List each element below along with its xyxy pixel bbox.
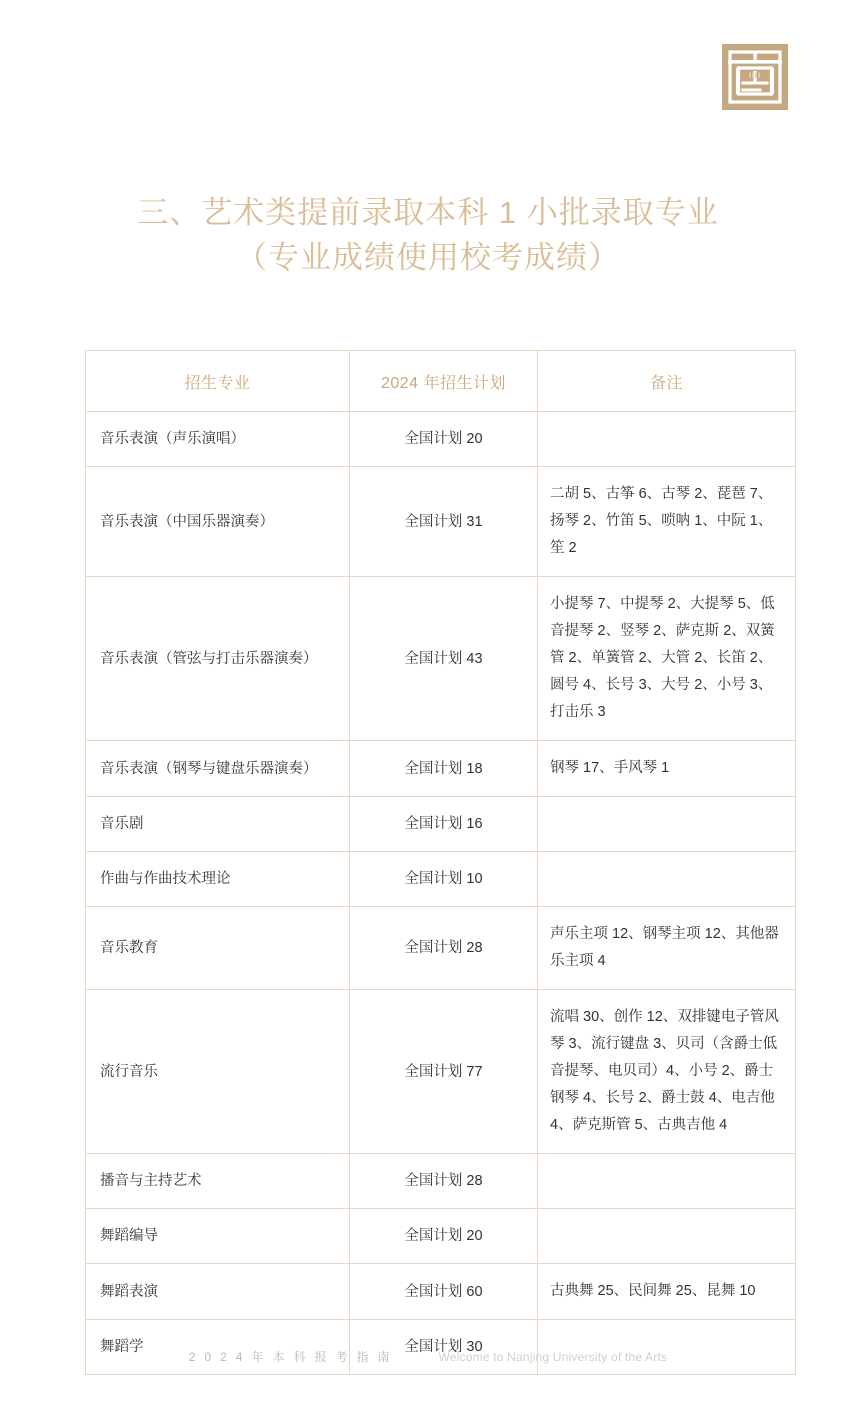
table-header-row xyxy=(86,351,796,412)
cell-plan: 全国计划 31 xyxy=(350,467,538,577)
cell-plan: 全国计划 28 xyxy=(350,907,538,990)
cell-remark xyxy=(538,852,796,907)
table-body xyxy=(86,412,796,1375)
cell-remark xyxy=(538,1320,796,1375)
cell-remark xyxy=(538,797,796,852)
table-row xyxy=(86,1209,796,1264)
cell-remark: 二胡 5、古筝 6、古琴 2、琵琶 7、扬琴 2、竹笛 5、唢呐 1、中阮 1、笙 2 xyxy=(538,467,796,577)
cell-remark xyxy=(538,1154,796,1209)
admission-plan-table-container xyxy=(85,350,795,1375)
table-row xyxy=(86,990,796,1154)
university-logo xyxy=(722,44,788,110)
cell-major: 音乐剧 xyxy=(86,797,350,852)
cell-plan: 全国计划 20 xyxy=(350,412,538,467)
page-title xyxy=(0,190,856,280)
cell-major: 舞蹈学 xyxy=(86,1320,350,1375)
cell-major: 音乐教育 xyxy=(86,907,350,990)
table-header xyxy=(86,351,796,412)
cell-major: 音乐表演（声乐演唱） xyxy=(86,412,350,467)
table-row xyxy=(86,1154,796,1209)
cell-remark xyxy=(538,1209,796,1264)
column-header-plan: 2024 年招生计划 xyxy=(350,351,538,412)
page-title-line-2: （专业成绩使用校考成绩） xyxy=(236,240,620,275)
cell-remark: 小提琴 7、中提琴 2、大提琴 5、低音提琴 2、竖琴 2、萨克斯 2、双簧管 2、单簧管 2、大管 2、长笛 2、圆号 4、长号 3、大号 2、小号 3、打击乐 3 xyxy=(538,577,796,741)
cell-plan: 全国计划 10 xyxy=(350,852,538,907)
footer-english-text: Welcome to Nanjing University of the Arts xyxy=(438,1349,668,1364)
cell-plan: 全国计划 60 xyxy=(350,1264,538,1320)
cell-plan: 全国计划 77 xyxy=(350,990,538,1154)
column-header-major: 招生专业 xyxy=(86,351,350,412)
table-row xyxy=(86,1320,796,1375)
table-row xyxy=(86,412,796,467)
footer-chinese-text: 2024年本科报考指南 xyxy=(188,1350,399,1364)
admission-plan-table xyxy=(85,350,796,1375)
cell-major: 流行音乐 xyxy=(86,990,350,1154)
cell-major: 舞蹈表演 xyxy=(86,1264,350,1320)
cell-plan: 全国计划 16 xyxy=(350,797,538,852)
cell-major: 音乐表演（钢琴与键盘乐器演奏） xyxy=(86,741,350,797)
cell-major: 作曲与作曲技术理论 xyxy=(86,852,350,907)
table-row xyxy=(86,907,796,990)
cell-major: 音乐表演（中国乐器演奏） xyxy=(86,467,350,577)
table-row xyxy=(86,797,796,852)
cell-major: 音乐表演（管弦与打击乐器演奏） xyxy=(86,577,350,741)
cell-remark: 声乐主项 12、钢琴主项 12、其他器乐主项 4 xyxy=(538,907,796,990)
cell-plan: 全国计划 43 xyxy=(350,577,538,741)
cell-remark xyxy=(538,412,796,467)
page-title-line-1: 三、艺术类提前录取本科 1 小批录取专业 xyxy=(137,195,719,230)
cell-major: 舞蹈编导 xyxy=(86,1209,350,1264)
page-footer xyxy=(0,1348,856,1365)
cell-remark: 钢琴 17、手风琴 1 xyxy=(538,741,796,797)
cell-remark: 古典舞 25、民间舞 25、昆舞 10 xyxy=(538,1264,796,1320)
table-row xyxy=(86,467,796,577)
column-header-remark: 备注 xyxy=(538,351,796,412)
cell-remark: 流唱 30、创作 12、双排键电子管风琴 3、流行键盘 3、贝司（含爵士低音提琴、电贝司）4、小号 2、爵士钢琴 4、长号 2、爵士鼓 4、电吉他 4、萨克斯管 5、古典吉他 4 xyxy=(538,990,796,1154)
table-row xyxy=(86,577,796,741)
cell-plan: 全国计划 18 xyxy=(350,741,538,797)
cell-major: 播音与主持艺术 xyxy=(86,1154,350,1209)
cell-plan: 全国计划 28 xyxy=(350,1154,538,1209)
table-row xyxy=(86,852,796,907)
cell-plan: 全国计划 30 xyxy=(350,1320,538,1375)
table-row xyxy=(86,741,796,797)
table-row xyxy=(86,1264,796,1320)
cell-plan: 全国计划 20 xyxy=(350,1209,538,1264)
nua-seal-logo-icon xyxy=(722,44,788,110)
